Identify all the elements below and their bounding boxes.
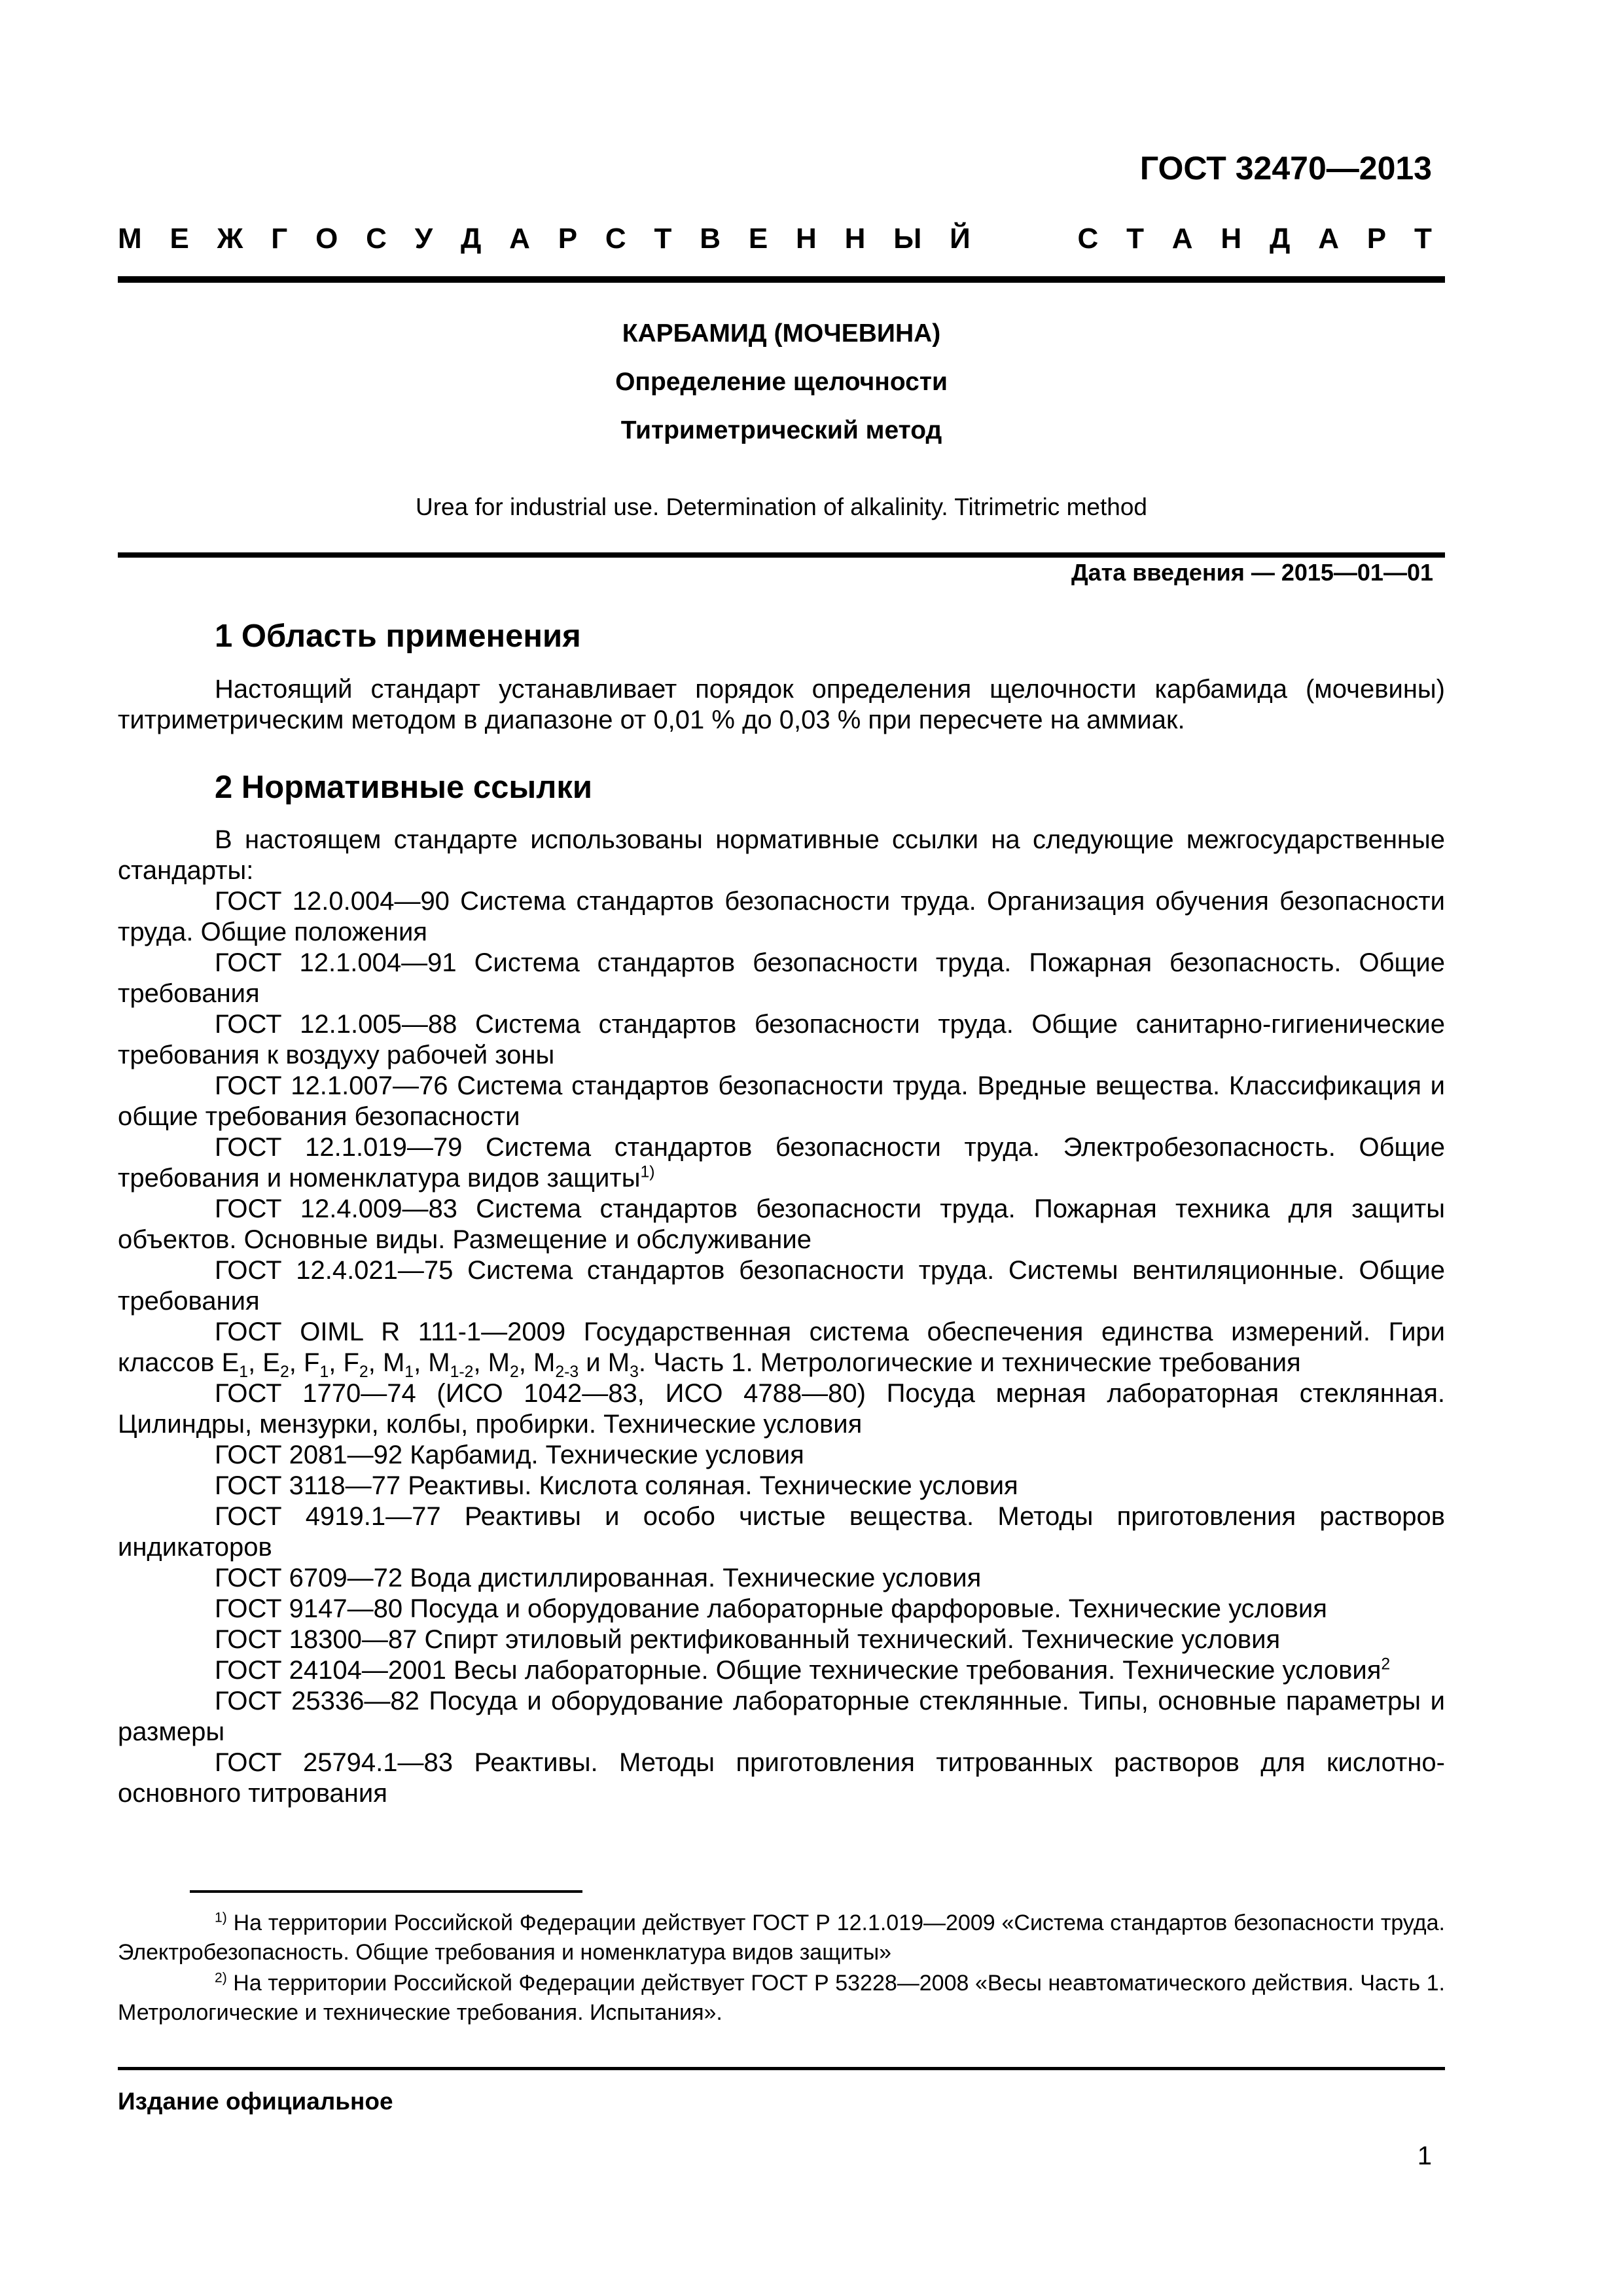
footnote-separator xyxy=(190,1890,582,1893)
reference-item: ГОСТ 1770—74 (ИСО 1042—83, ИСО 4788—80) Посуда мерная лабораторная стеклянная. Цилиндры, мензурки, колбы, пробирки. Технические условия xyxy=(118,1379,1445,1439)
banner-letter: Н xyxy=(796,223,817,255)
section-heading-references: 2 Нормативные ссылки xyxy=(215,770,592,805)
banner-letter: Н xyxy=(844,223,866,255)
section-heading-scope: 1 Область применения xyxy=(215,619,581,654)
reference-item xyxy=(118,1655,1445,1686)
subscript: 1-2 xyxy=(450,1363,474,1381)
reference-item: ГОСТ 25794.1—83 Реактивы. Методы приготовления титрованных растворов для кислотно-основного титрования xyxy=(118,1748,1445,1808)
footer-rule xyxy=(118,2067,1445,2070)
banner-letter: Д xyxy=(1270,223,1291,255)
banner-word-gap xyxy=(999,223,1050,255)
english-title: Urea for industrial use. Determination of alkalinity. Titrimetric method xyxy=(416,493,1147,520)
reference-text: , M xyxy=(414,1348,450,1377)
banner-letter: Н xyxy=(1221,223,1242,255)
banner-letter: Й xyxy=(950,223,971,255)
document-code: ГОСТ 32470—2013 xyxy=(1139,150,1432,187)
official-edition-label: Издание официальное xyxy=(118,2088,393,2115)
banner-letter: С xyxy=(366,223,387,255)
banner-letter: О xyxy=(315,223,338,255)
reference-text: , F xyxy=(289,1348,320,1377)
reference-item: ГОСТ 6709—72 Вода дистиллированная. Технические условия xyxy=(215,1564,982,1592)
footnote-1 xyxy=(118,1909,1445,1967)
reference-item: ГОСТ 12.1.005—88 Система стандартов безопасности труда. Общие санитарно-гигиенические требования к воздуху рабочей зоны xyxy=(118,1010,1445,1069)
banner-letter: А xyxy=(509,223,530,255)
banner-letter: Р xyxy=(558,223,578,255)
reference-text: , M xyxy=(368,1348,405,1377)
reference-item: ГОСТ 12.4.009—83 Система стандартов безопасности труда. Пожарная техника для защиты объектов. Основные виды. Размещение и обслуживание xyxy=(118,1194,1445,1254)
subscript: 1 xyxy=(239,1363,249,1381)
header-rule xyxy=(118,276,1445,283)
footnote-number: 1) xyxy=(215,1910,227,1926)
reference-text: ГОСТ 12.1.019—79 Система стандартов безопасности труда. Электробезопасность. Общие требования и номенклатура видов защиты xyxy=(118,1133,1445,1193)
footnote-number: 2) xyxy=(215,1970,227,1986)
footnote-mark: 2 xyxy=(1381,1655,1391,1674)
reference-item: ГОСТ 3118—77 Реактивы. Кислота соляная. Технические условия xyxy=(215,1471,1018,1500)
reference-text: , M xyxy=(473,1348,510,1377)
subscript: 2 xyxy=(359,1363,368,1381)
title-line-3: Титриметрический метод xyxy=(620,416,942,444)
reference-item: ГОСТ 12.1.004—91 Система стандартов безопасности труда. Пожарная безопасность. Общие требования xyxy=(118,948,1445,1008)
reference-item: ГОСТ 12.0.004—90 Система стандартов безопасности труда. Организация обучения безопасности труда. Общие положения xyxy=(118,887,1445,946)
reference-text: и M xyxy=(579,1348,630,1377)
banner-letter: Ы xyxy=(893,223,922,255)
banner-letter: Д xyxy=(460,223,482,255)
reference-item: ГОСТ 9147—80 Посуда и оборудование лабораторные фарфоровые. Технические условия xyxy=(215,1594,1327,1623)
banner-letter: Е xyxy=(748,223,768,255)
reference-item xyxy=(118,1132,1445,1194)
references-list xyxy=(118,825,1445,1809)
footnote-text: На территории Российской Федерации действует ГОСТ Р 12.1.019—2009 «Система стандартов безопасности труда. Электробезопасность. Общие требования и номенклатура видов защиты» xyxy=(118,1910,1445,1965)
title-line-1: КАРБАМИД (МОЧЕВИНА) xyxy=(622,319,941,348)
reference-item: ГОСТ 4919.1—77 Реактивы и особо чистые вещества. Методы приготовления растворов индикаторов xyxy=(118,1502,1445,1562)
subscript: 1 xyxy=(319,1363,329,1381)
banner-letter: Ж xyxy=(217,223,243,255)
title-rule xyxy=(118,552,1445,558)
introduction-date: Дата введения — 2015—01—01 xyxy=(1071,559,1433,586)
banner-letter: Т xyxy=(1126,223,1144,255)
banner-letter: У xyxy=(414,223,433,255)
footnote-text: На территории Российской Федерации действует ГОСТ Р 53228—2008 «Весы неавтоматического действия. Часть 1. Метрологические и технические требования. Испытания». xyxy=(118,1971,1445,2025)
banner-letter: М xyxy=(118,223,142,255)
banner-letter: Е xyxy=(169,223,189,255)
banner-letter: Т xyxy=(1414,223,1432,255)
reference-text: . Часть 1. Метрологические и технические требования xyxy=(638,1348,1301,1377)
title-line-2: Определение щелочности xyxy=(615,368,948,396)
reference-item xyxy=(118,1317,1445,1381)
reference-item: ГОСТ 25336—82 Посуда и оборудование лабораторные стеклянные. Типы, основные параметры и размеры xyxy=(118,1687,1445,1746)
reference-item: ГОСТ 2081—92 Карбамид. Технические условия xyxy=(215,1441,804,1469)
banner-letter: Т xyxy=(654,223,672,255)
reference-item: ГОСТ 12.1.007—76 Система стандартов безопасности труда. Вредные вещества. Классификация и общие требования безопасности xyxy=(118,1071,1445,1131)
reference-text: , E xyxy=(248,1348,280,1377)
subscript: 2 xyxy=(510,1363,519,1381)
banner-letter: А xyxy=(1171,223,1193,255)
page-number: 1 xyxy=(1417,2142,1432,2170)
scope-paragraph: Настоящий стандарт устанавливает порядок определения щелочности карбамида (мочевины) титриметрическим методом в диапазоне от 0,01 % до 0,03 % при пересчете на аммиак. xyxy=(118,675,1445,734)
reference-text: ГОСТ 24104—2001 Весы лабораторные. Общие технические требования. Технические условия xyxy=(215,1656,1382,1685)
reference-text: , F xyxy=(329,1348,359,1377)
reference-text: , M xyxy=(518,1348,556,1377)
subscript: 2-3 xyxy=(555,1363,579,1381)
banner-letter: С xyxy=(1077,223,1099,255)
banner-letter: С xyxy=(605,223,626,255)
banner-letter: Р xyxy=(1366,223,1387,255)
footnote-2 xyxy=(118,1969,1445,2028)
subscript: 2 xyxy=(279,1363,289,1381)
banner-letter: В xyxy=(700,223,721,255)
subscript: 1 xyxy=(404,1363,414,1381)
standard-type-banner xyxy=(118,223,1432,255)
reference-item: ГОСТ 18300—87 Спирт этиловый ректификованный технический. Технические условия xyxy=(215,1625,1281,1654)
references-intro: В настоящем стандарте использованы нормативные ссылки на следующие межгосударственные стандарты: xyxy=(118,825,1445,885)
reference-item: ГОСТ 12.4.021—75 Система стандартов безопасности труда. Системы вентиляционные. Общие требования xyxy=(118,1256,1445,1316)
banner-letter: А xyxy=(1318,223,1339,255)
subscript: 3 xyxy=(630,1363,639,1381)
reference-text: ГОСТ OIML R 111-1—2009 Государственная система обеспечения единства измерений. Гири классов E xyxy=(118,1318,1445,1377)
footnote-mark: 1) xyxy=(640,1163,655,1181)
banner-letter: Г xyxy=(271,223,288,255)
